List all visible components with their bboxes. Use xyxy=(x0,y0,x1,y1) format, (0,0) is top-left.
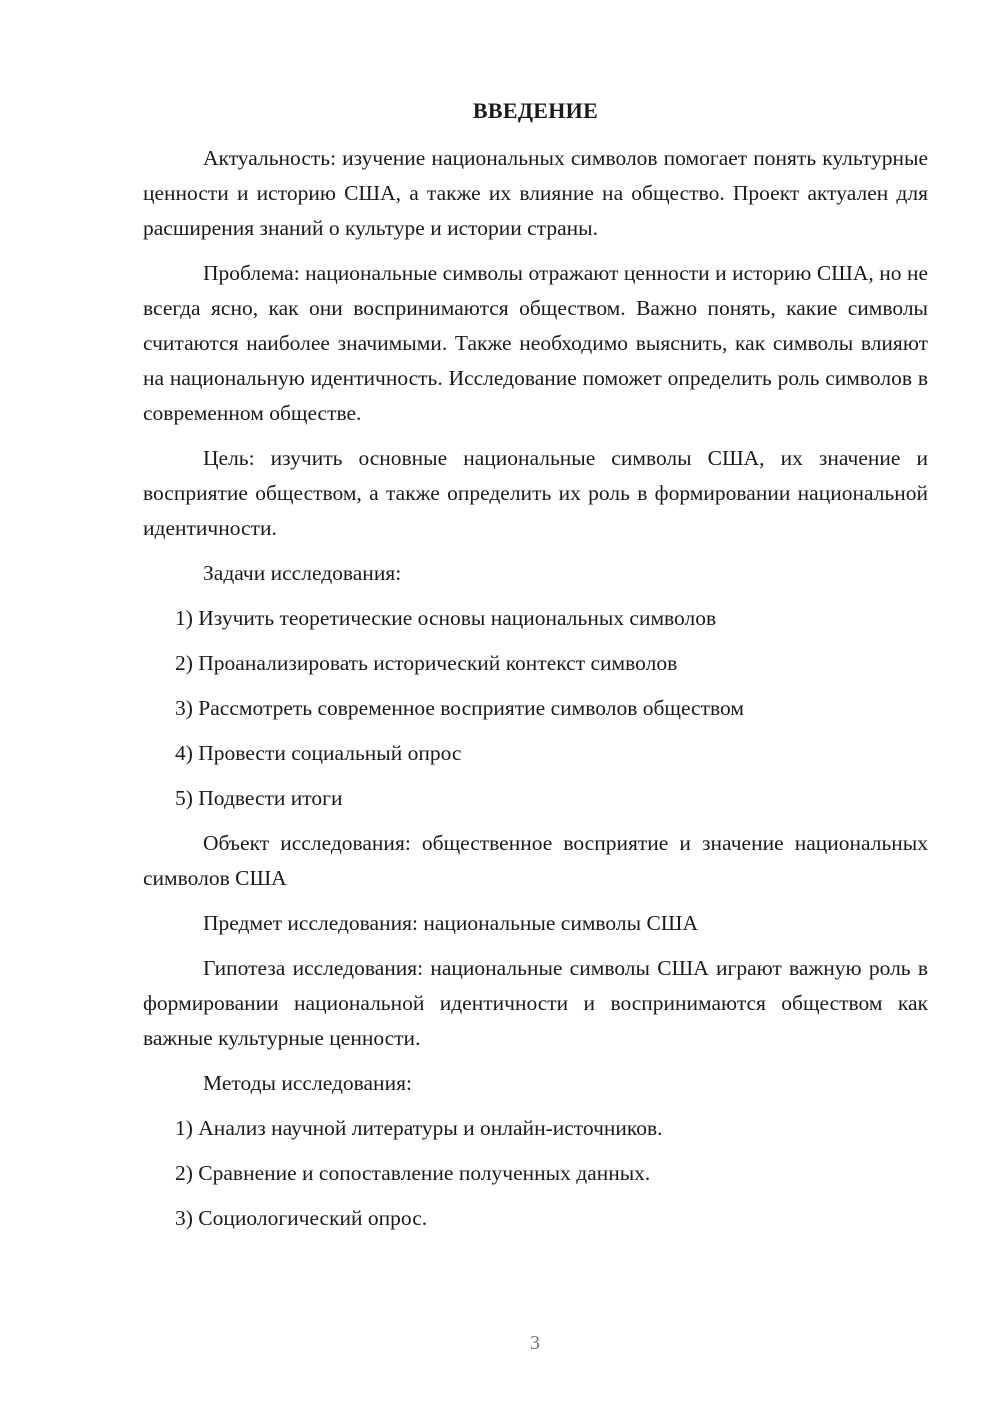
list-item: 2) Сравнение и сопоставление полученных данных. xyxy=(175,1161,651,1185)
subject-paragraph: Предмет исследования: национальные символы США xyxy=(203,911,699,935)
relevance-paragraph: Актуальность: изучение национальных символов помогает понять культурные ценности и историю США, а также их влияние на общество. Проект актуален для расширения знаний о культуре и истории страны. xyxy=(143,146,928,240)
document-page xyxy=(143,95,928,1246)
page-title: ВВЕДЕНИЕ xyxy=(472,98,599,123)
list-item: 4) Провести социальный опрос xyxy=(175,741,462,765)
list-item: 3) Социологический опрос. xyxy=(175,1206,428,1230)
list-item: 5) Подвести итоги xyxy=(175,786,343,810)
page-number: 3 xyxy=(530,1332,540,1354)
methods-list xyxy=(143,1111,928,1236)
list-item: 3) Рассмотреть современное восприятие символов обществом xyxy=(175,696,744,720)
tasks-label: Задачи исследования: xyxy=(203,561,402,585)
object-paragraph: Объект исследования: общественное восприятие и значение национальных символов США xyxy=(143,831,928,890)
hypothesis-paragraph: Гипотеза исследования: национальные символы США играют важную роль в формировании национальной идентичности и воспринимаются обществом как важные культурные ценности. xyxy=(143,956,928,1050)
list-item: 2) Проанализировать исторический контекст символов xyxy=(175,651,678,675)
list-item: 1) Изучить теоретические основы национальных символов xyxy=(175,606,717,630)
list-item: 1) Анализ научной литературы и онлайн-источников. xyxy=(175,1116,663,1140)
problem-paragraph: Проблема: национальные символы отражают ценности и историю США, но не всегда ясно, как они воспринимаются обществом. Важно понять, какие символы считаются наиболее значимыми. Также необходимо выяснить, как символы влияют на национальную идентичность. Исследование поможет определить роль символов в современном обществе. xyxy=(143,261,928,425)
tasks-list xyxy=(143,601,928,816)
methods-label: Методы исследования: xyxy=(203,1071,412,1095)
goal-paragraph: Цель: изучить основные национальные символы США, их значение и восприятие обществом, а также определить их роль в формировании национальной идентичности. xyxy=(143,446,928,540)
